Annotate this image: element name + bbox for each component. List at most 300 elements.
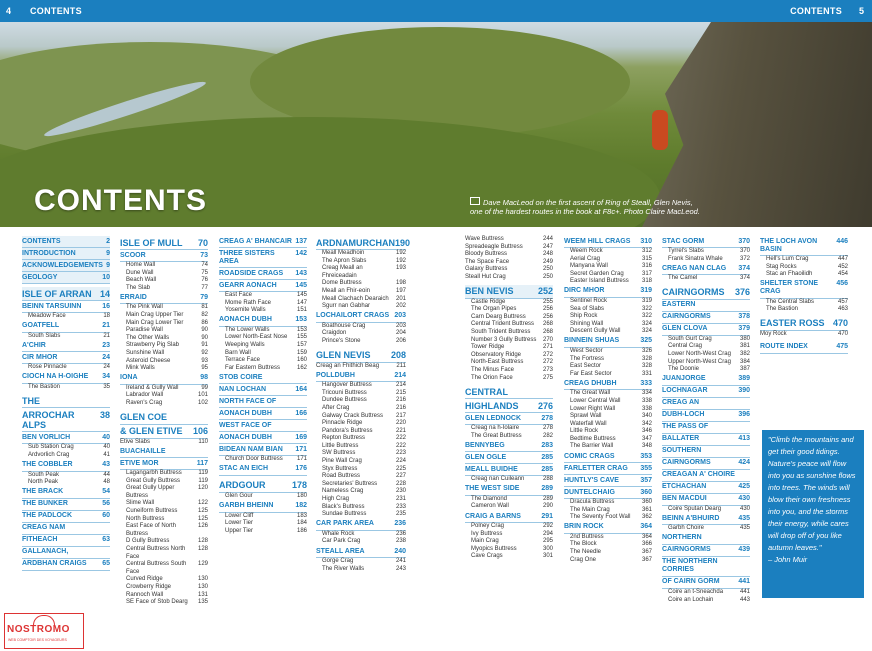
toc-page-number: 164 <box>295 385 307 393</box>
toc-entry <box>120 516 208 524</box>
toc-page-number: 180 <box>296 492 307 499</box>
toc-page-number: 347 <box>641 435 652 442</box>
toc-entry-label: Observatory Ridge <box>471 351 522 358</box>
toc-section-heading <box>662 434 750 446</box>
toc-section-label: CAR PARK AREA <box>316 520 374 528</box>
toc-page-number: 275 <box>542 374 553 381</box>
toc-section-heading <box>219 432 307 444</box>
toc-page-number: 159 <box>296 349 307 356</box>
toc-page-number: 35 <box>103 383 110 390</box>
toc-entry <box>22 452 110 460</box>
toc-entry-label: Dundee Buttress <box>322 397 367 404</box>
toc-entry-label: Crag One <box>570 556 597 563</box>
toc-section-heading <box>219 236 307 248</box>
toc-section-heading <box>22 432 110 444</box>
toc-section-heading <box>662 386 750 398</box>
toc-page-number: 475 <box>836 343 848 351</box>
toc-entry <box>662 589 750 597</box>
toc-section-label: CRAIG A BARNS <box>465 512 521 520</box>
toc-entry-label: South Gurt Crag <box>668 335 712 342</box>
toc-section-label: BEN NEVIS <box>465 286 514 297</box>
toc-entry-label: Rannoch Wall <box>126 591 164 598</box>
toc-entry-label: Asteroid Cheese <box>126 357 171 364</box>
left-page-number: 4 <box>6 6 12 16</box>
toc-page-number: 160 <box>296 357 307 364</box>
toc-entry <box>120 270 208 278</box>
toc-page-number: 355 <box>640 464 652 472</box>
toc-section-label: THE BUNKER <box>22 500 68 508</box>
toc-page-number: 322 <box>641 313 652 320</box>
toc-entry <box>465 337 553 345</box>
toc-entry-label: Sea of Slabs <box>570 305 605 312</box>
toc-entry <box>564 348 652 356</box>
toc-section-label: STAC GORM <box>662 237 705 245</box>
toc-entry <box>316 481 406 489</box>
toc-entry <box>564 499 652 507</box>
toc-entry <box>316 450 406 458</box>
toc-page-number: 70 <box>197 237 208 248</box>
toc-page-number: 241 <box>395 558 406 564</box>
toc-page-number: 441 <box>738 578 750 586</box>
toc-entry-label: The Fortress <box>570 355 605 362</box>
toc-entry <box>465 531 553 539</box>
toc-entry-label: Frank Sinatra Whale <box>668 255 723 262</box>
toc-entry <box>219 307 307 315</box>
toc-section-heading <box>120 250 208 262</box>
toc-entry <box>120 439 208 447</box>
toc-entry <box>120 342 208 350</box>
toc-entry-label: Easter Island Buttress <box>570 278 629 285</box>
toc-entry <box>316 435 406 443</box>
toc-page-number: 370 <box>739 248 750 254</box>
toc-page-number: 119 <box>198 477 208 484</box>
toc-entry <box>564 436 652 444</box>
toc-page-number: 456 <box>836 280 848 288</box>
toc-section-label: ARDBHAN CRAIGS <box>22 560 87 568</box>
toc-entry-label: Coire Sputan Dearg <box>668 505 722 512</box>
toc-page-number: 120 <box>197 485 208 492</box>
toc-entry <box>316 504 406 512</box>
toc-page-number: 215 <box>395 389 406 396</box>
toc-section-label: ROUTE INDEX <box>760 343 808 351</box>
toc-entry <box>465 259 553 267</box>
toc-section-heading <box>662 410 750 422</box>
toc-section-label: DUBH-LOCH <box>662 411 705 419</box>
toc-entry <box>662 343 750 351</box>
toc-section-label: ARDNAMURCHAN <box>316 237 395 248</box>
toc-entry-label: Shining Wall <box>570 320 604 327</box>
toc-entry <box>120 385 208 393</box>
toc-page-number: 272 <box>542 359 553 366</box>
toc-page-number: 186 <box>296 527 307 534</box>
toc-page-number: 211 <box>396 362 406 369</box>
toc-entry <box>564 549 652 557</box>
toc-page-number: 24 <box>102 353 110 361</box>
toc-entry <box>316 258 406 266</box>
toc-entry <box>662 359 750 367</box>
toc-section-heading <box>22 272 110 284</box>
toc-section-heading <box>662 446 750 458</box>
toc-entry-label: East Sector <box>570 363 602 370</box>
toc-page-number: 328 <box>641 355 652 362</box>
toc-entry <box>465 503 553 511</box>
toc-page-number: 203 <box>395 322 406 329</box>
toc-page-number: 396 <box>738 411 750 419</box>
toc-entry-label: North Peak <box>28 479 59 486</box>
toc-entry-label: Secretaries' Buttress <box>322 480 378 487</box>
toc-section-label: ARDGOUR <box>219 480 266 491</box>
toc-entry <box>120 327 208 335</box>
toc-section-label: SHELTER STONE CRAG <box>760 280 819 296</box>
toc-entry-label: Sundae Buttress <box>322 511 367 518</box>
toc-entry-label: North-East Buttress <box>471 359 524 366</box>
toc-entry-label: East Face of North Buttress <box>126 523 177 537</box>
toc-entry <box>120 470 208 478</box>
toc-page-number: 380 <box>739 335 750 342</box>
toc-page-number: 129 <box>197 561 208 568</box>
toc-entry <box>465 274 553 282</box>
toc-entry-label: The Main Crag <box>570 506 610 513</box>
toc-page-number: 268 <box>542 321 553 328</box>
toc-entry <box>219 327 307 335</box>
toc-page-number: 424 <box>738 459 750 467</box>
toc-section-label: CENTRAL <box>465 386 508 397</box>
toc-page-number: 312 <box>641 248 652 254</box>
toc-entry <box>465 306 553 314</box>
toc-entry <box>564 248 652 256</box>
toc-section-label: POLLDUBH <box>316 371 355 379</box>
toc-entry <box>219 350 307 358</box>
toc-page-number: 73 <box>200 251 208 259</box>
toc-entry <box>465 329 553 337</box>
toc-entry <box>662 506 750 514</box>
toc-entry-label: Creag na h-Iolaire <box>471 425 520 432</box>
toc-entry <box>120 262 208 270</box>
quote-text: "Climb the mountains and get their good tidings. Nature's peace will flow into you as sunshine flows into trees. The winds will blow their own freshness into you, and the storms their energy, while cares will drop off of you like autumn leaves." <box>768 435 856 552</box>
toc-section-heading <box>219 315 307 327</box>
toc-entry <box>120 320 208 328</box>
toc-page-number: 248 <box>542 251 553 258</box>
toc-entry-label: Lower North-East Nose <box>225 334 288 341</box>
toc-page-number: 463 <box>837 306 848 313</box>
toc-entry-label: The Camel <box>668 275 698 282</box>
toc-entry-label: Aerial Crag <box>570 255 601 262</box>
toc-section-heading <box>662 374 750 386</box>
toc-page-number: 225 <box>395 465 406 472</box>
toc-page-number: 95 <box>201 365 208 372</box>
toc-entry-label: Stag Rocks <box>766 263 797 270</box>
toc-section-heading <box>22 352 110 364</box>
toc-section-label: ETIVE MOR <box>120 459 159 467</box>
toc-section-label: THE LOCH AVON BASIN <box>760 237 818 253</box>
toc-entry <box>316 323 406 331</box>
toc-section-label: CAIRNGORMS <box>662 313 711 321</box>
toc-entry-label: South Trident Buttress <box>471 328 531 335</box>
toc-entry-label: Upper Tier <box>225 527 254 534</box>
toc-page-number: 222 <box>395 435 406 442</box>
toc-entry-label: West Sector <box>570 347 603 354</box>
toc-entry <box>219 300 307 308</box>
toc-entry <box>120 277 208 285</box>
toc-section-heading <box>662 312 750 324</box>
toc-page-number: 324 <box>641 320 652 327</box>
toc-page-number: 14 <box>99 288 110 299</box>
toc-entry-label: Bedtime Buttress <box>570 435 616 442</box>
toc-entry <box>465 375 553 383</box>
toc-page-number: 135 <box>197 599 208 606</box>
toc-entry-label: Myopics Buttress <box>471 545 517 552</box>
toc-page-number: 16 <box>102 302 110 310</box>
toc-page-number: 435 <box>738 514 750 522</box>
toc-section-heading <box>564 451 652 463</box>
toc-entry <box>564 263 652 271</box>
toc-page-number: 93 <box>201 357 208 364</box>
toc-page-number: 216 <box>395 404 406 411</box>
toc-page-number: 367 <box>641 549 652 556</box>
toc-entry-label: Central Crag <box>668 343 703 350</box>
toc-section-heading <box>465 464 553 476</box>
toc-page-number: 43 <box>102 461 110 469</box>
toc-page-number: 346 <box>641 428 652 435</box>
toc-entry <box>564 534 652 542</box>
toc-entry-label: Descent Gully Wall <box>570 328 621 335</box>
toc-section-label: BEINN TARSUINN <box>22 302 82 310</box>
toc-page-number: 364 <box>641 533 652 540</box>
toc-section-heading <box>219 408 307 420</box>
toc-page-number: 74 <box>201 262 208 268</box>
toc-entry <box>120 561 208 576</box>
toc-page-number: 290 <box>542 503 553 510</box>
toc-entry-label: Pinnacle Ridge <box>322 420 363 427</box>
toc-section-heading <box>22 499 110 511</box>
toc-page-number: 90 <box>201 327 208 334</box>
toc-section-label: CONTENTS <box>22 237 61 245</box>
toc-entry-label: Gorge Crag <box>322 558 354 564</box>
toc-entry <box>22 479 110 487</box>
toc-entry-label: Great Gully Upper Buttress <box>126 485 175 499</box>
toc-entry <box>564 278 652 286</box>
toc-page-number: 316 <box>641 263 652 270</box>
toc-entry <box>316 466 406 474</box>
toc-section-heading <box>22 236 110 248</box>
toc-entry <box>564 328 652 336</box>
toc-entry <box>316 303 406 311</box>
toc-page-number: 310 <box>640 237 652 245</box>
toc-entry <box>760 256 848 264</box>
toc-page-number: 2 <box>106 237 110 245</box>
toc-page-number: 171 <box>295 445 307 453</box>
toc-section-label: BALLATER <box>662 435 700 443</box>
toc-section-heading <box>120 446 208 458</box>
toc-entry-label: The Orion Face <box>471 374 513 381</box>
toc-entry-label: The Doonie <box>668 366 700 373</box>
toc-entry <box>219 292 307 300</box>
toc-page-number: 283 <box>541 441 553 449</box>
toc-entry <box>316 288 406 296</box>
toc-page-number: 153 <box>295 316 307 324</box>
toc-page-number: 318 <box>641 278 652 285</box>
toc-entry-label: Yosemite Walls <box>225 307 266 314</box>
toc-entry <box>662 351 750 359</box>
toc-page-number: 331 <box>641 370 652 377</box>
toc-entry <box>465 538 553 546</box>
toc-page-number: 128 <box>197 538 208 545</box>
toc-page-number: 142 <box>295 249 307 257</box>
toc-page-number: 18 <box>103 313 110 319</box>
toc-page-number: 276 <box>537 400 553 411</box>
toc-page-number: 342 <box>641 420 652 427</box>
toc-page-number: 378 <box>738 313 750 321</box>
toc-page-number: 203 <box>394 312 406 320</box>
toc-page-number: 162 <box>296 364 307 371</box>
toc-section-heading <box>22 523 110 535</box>
toc-entry <box>564 428 652 436</box>
toc-page-number: 91 <box>201 342 208 349</box>
toc-entry <box>316 531 406 539</box>
toc-page-number: 220 <box>395 420 406 427</box>
toc-section-heading <box>465 285 553 299</box>
toc-entry-label: Nameless Crag <box>322 488 364 495</box>
toc-page-number: 231 <box>395 496 406 503</box>
toc-page-number: 153 <box>296 326 307 333</box>
toc-section-heading <box>662 482 750 494</box>
toc-entry <box>120 592 208 600</box>
toc-section-label: HUNTLY'S CAVE <box>564 476 619 484</box>
toc-page-number: 110 <box>198 438 208 445</box>
toc-entry <box>662 597 750 605</box>
toc-page-number: 56 <box>102 500 110 508</box>
toc-entry <box>564 371 652 379</box>
toc-entry <box>316 458 406 466</box>
toc-section-heading <box>662 577 750 589</box>
toc-page-number: 454 <box>837 271 848 278</box>
toc-section-label: JUANJORGE <box>662 375 706 383</box>
toc-entry-label: The Pink Wall <box>126 304 163 311</box>
toc-entry <box>564 406 652 414</box>
toc-page-number: 130 <box>197 584 208 590</box>
toc-page-number: 221 <box>395 427 406 434</box>
toc-entry <box>316 488 406 496</box>
left-running-title: CONTENTS <box>30 6 82 16</box>
toc-entry <box>564 514 652 522</box>
toc-entry <box>662 336 750 344</box>
toc-section-heading <box>316 370 406 382</box>
toc-page-number: 374 <box>739 275 750 282</box>
toc-page-number: 282 <box>542 432 553 439</box>
toc-page-number: 99 <box>201 384 208 391</box>
toc-section-label: GLEN LEDNOCK <box>465 414 521 422</box>
toc-entry <box>219 365 307 373</box>
toc-entry-label: Strawberry Pig Slab <box>126 342 180 349</box>
toc-section-heading <box>120 292 208 304</box>
toc-section-label: THE NORTHERN CORRIES <box>662 558 718 574</box>
camera-icon <box>470 197 480 205</box>
toc-section-heading <box>22 460 110 472</box>
toc-entry <box>316 397 406 405</box>
toc-page-number: 250 <box>542 273 553 280</box>
toc-section-heading <box>662 324 750 336</box>
toc-entry <box>316 338 406 346</box>
toc-section-label: LOCHAILORT CRAGS <box>316 312 390 320</box>
toc-section-label: SCOOR <box>120 251 146 259</box>
toc-entry <box>219 357 307 365</box>
toc-entry <box>22 313 110 321</box>
toc-entry-label: Waterfall Wall <box>570 420 607 427</box>
toc-section-heading <box>219 372 307 384</box>
toc-section-label: THE PADLOCK <box>22 512 73 520</box>
toc-page-number: 326 <box>641 347 652 354</box>
toc-page-number: 470 <box>832 318 848 329</box>
toc-entry <box>316 511 406 519</box>
toc-page-number: 24 <box>103 364 110 371</box>
toc-entry-label: Boathouse Crag <box>322 322 366 329</box>
toc-entry-label: Hell's Lum Crag <box>766 256 809 262</box>
toc-section-label: BUACHAILLE <box>120 447 166 455</box>
toc-entry-label: The Block <box>570 541 597 548</box>
toc-entry-label: Hangover Buttress <box>322 382 372 389</box>
toc-entry-label: Sunshine Wall <box>126 349 165 356</box>
toc-entry <box>219 342 307 350</box>
toc-section-heading <box>22 372 110 384</box>
toc-entry <box>120 523 208 538</box>
toc-entry <box>316 250 406 258</box>
toc-entry-label: Creag nan Cuileann <box>471 476 525 483</box>
toc-section-heading <box>662 236 750 248</box>
toc-section-label: ETCHACHAN <box>662 483 707 491</box>
page-title: CONTENTS <box>34 184 207 217</box>
toc-page-number: 370 <box>738 237 750 245</box>
toc-entry-label: South Peak <box>28 471 60 478</box>
toc-section-heading <box>564 475 652 487</box>
toc-section-heading <box>22 321 110 333</box>
toc-page-number: 317 <box>641 270 652 277</box>
toc-column-5 <box>465 236 553 561</box>
toc-entry <box>465 546 553 554</box>
toc-section-label: CAIRNGORMS <box>662 287 725 298</box>
toc-page-number: 192 <box>395 250 406 256</box>
toc-section-heading <box>662 533 750 545</box>
toc-page-number: 192 <box>395 257 406 264</box>
toc-page-number: 439 <box>738 546 750 554</box>
toc-section-label: MEALL BUIDHE <box>465 465 518 473</box>
toc-section-label: BEN VORLICH <box>22 433 71 441</box>
right-running-title: CONTENTS <box>790 6 842 16</box>
toc-section-label: CREAG AN <box>662 399 700 407</box>
toc-section-heading <box>662 494 750 506</box>
toc-entry-label: Whale Rock <box>322 530 355 537</box>
toc-section-heading <box>316 546 406 558</box>
toc-section-label: CREAG NAM <box>22 524 66 532</box>
toc-page-number: 244 <box>542 236 553 242</box>
toc-page-number: 340 <box>641 413 652 420</box>
toc-entry <box>662 248 750 256</box>
toc-entry <box>564 541 652 549</box>
toc-section-heading <box>760 279 848 299</box>
toc-entry-label: Dracula Buttress <box>570 499 615 506</box>
toc-section-label: EASTERN <box>662 301 696 309</box>
logo-subtext: WEB COMPTOIR DES VOYAGEURS <box>8 638 67 642</box>
toc-section-label: GEARR AONACH <box>219 281 277 289</box>
toc-section-label: BIDEAN NAM BIAN <box>219 445 283 453</box>
toc-section-heading <box>22 408 110 432</box>
toc-entry <box>662 366 750 374</box>
toc-page-number: 319 <box>640 287 652 295</box>
toc-page-number: 243 <box>395 565 406 572</box>
toc-page-number: 268 <box>542 328 553 335</box>
toc-page-number: 82 <box>201 311 208 318</box>
toc-section-heading <box>662 545 750 557</box>
toc-entry <box>316 420 406 428</box>
